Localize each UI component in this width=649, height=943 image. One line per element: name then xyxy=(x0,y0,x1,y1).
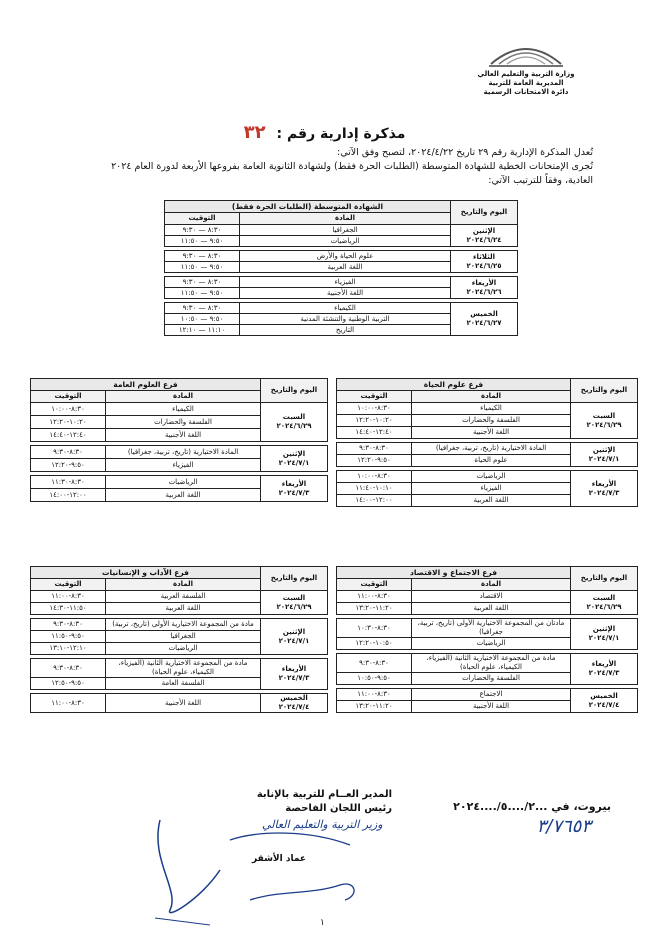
ministry-header xyxy=(461,70,591,97)
table-row xyxy=(31,591,328,603)
subject-cell: الفلسفة والحضارات xyxy=(106,416,261,429)
subject-cell: مادة من المجموعة الاختيارية الثانية (الفيزياء، الكيمياء، علوم الحياة) xyxy=(412,654,571,673)
time-header: التوقيت xyxy=(31,391,106,403)
exam-date: ٢٠٢٤/٦/٢٧ xyxy=(466,319,502,327)
day-name: الأربعاء xyxy=(591,479,617,488)
intro-line: تُعدل المذكرة الإدارية رقم ٢٩ تاريخ ٢٠٢٤/٤/٢٢، لتصبح وفق الآتي: xyxy=(337,147,593,158)
time-cell: ٩:٥٠-١١:٥٠ xyxy=(31,631,106,643)
day-cell xyxy=(261,403,328,442)
time-cell: ٨:٣٠-٩:٣٠ xyxy=(337,654,412,673)
time-cell: ٨:٣٠ — ٩:٣٠ xyxy=(165,225,240,236)
time-cell: ١٢:٤٠-١٤:٤٠ xyxy=(337,427,412,439)
day-name: السبت xyxy=(592,593,616,602)
day-name: الأربعاء xyxy=(281,479,307,488)
subject-cell: الجغرافيا xyxy=(240,225,451,236)
table-row xyxy=(31,619,328,631)
exam-date: ٢٠٢٤/٦/٢٩ xyxy=(276,422,312,430)
day-cell xyxy=(571,443,638,467)
subject-cell: الجغرافيا xyxy=(106,631,261,643)
exam-date: ٢٠٢٤/٧/١ xyxy=(278,458,310,467)
subject-cell: مادة من المجموعة الاختيارية الثانية (الفيزياء، الكيمياء، علوم الحياة) xyxy=(106,659,261,678)
time-cell: ٩:٥٠ — ١١:٥٠ xyxy=(165,288,240,299)
time-cell: ٨:٣٠-١١:٠٠ xyxy=(337,689,412,701)
table-row xyxy=(31,476,328,489)
day-name: الخميس xyxy=(280,694,308,702)
day-name: الإثنين xyxy=(592,445,616,454)
branch-caption: فرع الاجتماع و الاقتصاد xyxy=(337,567,571,579)
middle-certificate-table xyxy=(164,200,518,336)
day-name: الخميس xyxy=(590,691,618,700)
time-cell: ١٠:١٠-١١:٤٠ xyxy=(337,483,412,495)
subject-cell: علوم الحياة xyxy=(412,455,571,467)
day-cell xyxy=(571,689,638,713)
intro-line: تُجرى الإمتحانات الخطية للشهادة المتوسطة (الطلبات الحرة فقط) ولشهادة الثانوية العامة بفروعها الأربعة لدورة العام ٢٠٢٤ xyxy=(111,161,593,172)
time-cell: ٨:٣٠-١٠:٠٠ xyxy=(337,403,412,415)
exam-date: ٢٠٢٤/٧/١ xyxy=(588,634,620,642)
table-row xyxy=(31,659,328,678)
exam-date: ٢٠٢٤/٧/٣ xyxy=(278,488,310,497)
time-cell: ١٢:٤٠-١٤:٤٠ xyxy=(31,429,106,442)
day-cell xyxy=(261,446,328,472)
memo-number: ٣٢ xyxy=(243,122,266,143)
exam-date: ٢٠٢٤/٧/٤ xyxy=(278,703,310,711)
exam-date: ٢٠٢٤/٦/٢٩ xyxy=(586,602,622,611)
exam-date: ٢٠٢٤/٧/٣ xyxy=(588,669,620,677)
subject-cell: اللغة الأجنبية xyxy=(240,288,451,299)
time-cell: ١١:٥٠-١٤:٣٠ xyxy=(31,603,106,615)
exam-date: ٢٠٢٤/٧/١ xyxy=(588,454,620,463)
time-cell: ٩:٥٠ — ١٠:٥٠ xyxy=(165,314,240,325)
time-header: التوقيت xyxy=(337,579,412,591)
table-row xyxy=(337,591,638,603)
subject-cell: الرياضيات xyxy=(412,471,571,483)
subject-cell: المادة الاختيارية (تاريخ، تربية، جغرافيا) xyxy=(412,443,571,455)
time-cell: ٨:٣٠-١١:٠٠ xyxy=(31,591,106,603)
time-cell: ٩:٥٠ — ١١:٥٠ xyxy=(165,262,240,273)
day-cell xyxy=(451,251,518,273)
ministry-line: وزارة التربية والتعليم العالي xyxy=(477,70,575,78)
signatory-name: عماد الأشقر xyxy=(252,854,307,864)
page-number: ١ xyxy=(320,918,325,928)
day-name: الأربعاء xyxy=(591,660,617,668)
subject-cell: اللغة الأجنبية xyxy=(106,694,261,713)
time-header: التوقيت xyxy=(31,579,106,591)
time-header: التوقيت xyxy=(337,391,412,403)
general-sciences-table xyxy=(30,378,328,502)
day-name: الأربعاء xyxy=(471,278,497,287)
subject-header: المادة xyxy=(106,391,261,403)
subject-cell: الفيزياء xyxy=(106,459,261,472)
ministry-line: دائرة الامتحانات الرسمية xyxy=(483,88,569,96)
time-cell: ٨:٣٠ — ٩:٣٠ xyxy=(165,251,240,262)
subject-cell: الرياضيات xyxy=(240,236,451,247)
time-cell: ١٢:٠٠-١٤:٠٠ xyxy=(31,489,106,502)
time-cell: ٨:٣٠-٩:٣٠ xyxy=(31,659,106,678)
subject-cell: الفلسفة العامة xyxy=(106,678,261,690)
memo-intro xyxy=(53,146,593,188)
life-sciences-table xyxy=(336,378,638,507)
subject-cell: الرياضيات xyxy=(106,476,261,489)
time-cell: ٨:٣٠-١١:٣٠ xyxy=(31,476,106,489)
exam-date: ٢٠٢٤/٧/٣ xyxy=(278,674,310,682)
table-row xyxy=(337,443,638,455)
time-cell: ٨:٣٠-٩:٣٠ xyxy=(337,443,412,455)
sociology-economics-table xyxy=(336,566,638,713)
day-cell xyxy=(451,303,518,336)
day-name: السبت xyxy=(282,413,306,421)
subject-header: المادة xyxy=(240,213,451,225)
memo-title-text: مذكرة إدارية رقم : xyxy=(276,126,406,142)
minister-handwritten: وزير التربية والتعليم العالي xyxy=(262,818,383,831)
subject-cell: اللغة الأجنبية xyxy=(412,701,571,713)
subject-cell: الرياضيات xyxy=(412,638,571,650)
subject-cell: الاجتماع xyxy=(412,689,571,701)
table-row xyxy=(165,225,518,236)
subject-cell: اللغة العربية xyxy=(240,262,451,273)
memo-title xyxy=(0,122,649,143)
day-name: الإثنين xyxy=(282,627,306,636)
branch-caption: الشهادة المتوسطة (الطلبات الحرة فقط) xyxy=(165,201,451,213)
time-cell: ١١:٢٠-١٣:٢٠ xyxy=(337,701,412,713)
day-date-header: اليوم والتاريخ xyxy=(261,567,328,591)
table-row xyxy=(165,251,518,262)
table-row xyxy=(165,277,518,288)
day-name: السبت xyxy=(592,411,616,420)
day-date-header: اليوم والتاريخ xyxy=(571,379,638,403)
day-cell xyxy=(571,654,638,685)
day-name: الإثنين xyxy=(282,449,306,458)
day-cell xyxy=(571,619,638,650)
branch-caption: فرع الآداب و الإنسانيات xyxy=(31,567,261,579)
time-cell: ٩:٥٠-١٢:٢٠ xyxy=(337,455,412,467)
time-cell: ٨:٣٠-١٠:٣٠ xyxy=(337,619,412,638)
subject-header: المادة xyxy=(106,579,261,591)
time-cell: ٨:٣٠ — ٩:٣٠ xyxy=(165,277,240,288)
table-row xyxy=(337,471,638,483)
branch-caption: فرع علوم الحياة xyxy=(337,379,571,391)
signatory-subtitle: رئيس اللجان الفاحصة xyxy=(285,803,392,814)
exam-date: ٢٠٢٤/٦/٢٦ xyxy=(466,287,502,296)
subject-cell: الفلسفة العربية xyxy=(106,591,261,603)
time-cell: ٨:٣٠-١٠:٠٠ xyxy=(337,471,412,483)
table-row xyxy=(337,654,638,673)
time-cell: ٨:٣٠-١١:٠٠ xyxy=(337,591,412,603)
day-cell xyxy=(451,225,518,247)
time-cell: ٩:٥٠ — ١١:٥٠ xyxy=(165,236,240,247)
reference-number: ٣/٧٦٥٣ xyxy=(536,816,591,837)
time-cell: ٩:٥٠-١٢:٥٠ xyxy=(31,678,106,690)
place-date: بيروت، في ...٢/....٥/....٢٠٢٤ xyxy=(453,800,611,813)
ministry-line: المديرية العامة للتربية xyxy=(488,79,564,87)
subject-cell: اللغة العربية xyxy=(106,603,261,615)
subject-header: المادة xyxy=(412,579,571,591)
exam-date: ٢٠٢٤/٦/٢٩ xyxy=(586,420,622,429)
time-cell: ١٢:١٠-١٣:١٠ xyxy=(31,643,106,655)
exam-date: ٢٠٢٤/٦/٢٥ xyxy=(466,261,502,270)
exam-date: ٢٠٢٤/٧/٣ xyxy=(588,488,620,497)
intro-line: العادية، وفقاً للترتيب الآتي: xyxy=(488,175,593,186)
day-cell xyxy=(451,277,518,299)
table-row xyxy=(337,619,638,638)
day-name: الإثنين xyxy=(592,625,616,633)
exam-date: ٢٠٢٤/٦/٢٩ xyxy=(276,602,312,611)
subject-cell: الفيزياء xyxy=(412,483,571,495)
subject-cell: اللغة العربية xyxy=(106,489,261,502)
subject-cell: الاقتصاد xyxy=(412,591,571,603)
day-name: الثلاثاء xyxy=(472,252,496,261)
time-cell: ١٠:٢٠-١٢:٢٠ xyxy=(337,415,412,427)
time-cell: ٩:٥٠-١٢:٢٠ xyxy=(31,459,106,472)
literature-humanities-table xyxy=(30,566,328,713)
day-cell xyxy=(261,476,328,502)
time-cell: ٨:٣٠-٩:٣٠ xyxy=(31,446,106,459)
subject-cell: اللغة العربية xyxy=(412,603,571,615)
time-cell: ٨:٣٠-١٠:٠٠ xyxy=(31,403,106,416)
subject-cell: المادة الاختيارية (تاريخ، تربية، جغرافيا) xyxy=(106,446,261,459)
subject-cell: مادتان من المجموعة الاختيارية الأولى (تاريخ، تربية، جغرافيا) xyxy=(412,619,571,638)
day-date-header: اليوم والتاريخ xyxy=(571,567,638,591)
time-cell: ٨:٣٠-٩:٣٠ xyxy=(31,619,106,631)
table-row xyxy=(337,403,638,415)
subject-cell: الفلسفة والحضارات xyxy=(412,415,571,427)
time-cell: ١١:١٠ — ١٢:١٠ xyxy=(165,325,240,336)
time-cell: ٨:٣٠-١١:٠٠ xyxy=(31,694,106,713)
day-cell xyxy=(571,403,638,439)
exam-date: ٢٠٢٤/٧/٤ xyxy=(588,700,620,709)
time-cell: ١١:٢٠-١٣:٢٠ xyxy=(337,603,412,615)
day-name: الأربعاء xyxy=(281,665,307,673)
day-cell xyxy=(571,471,638,507)
subject-cell: اللغة الأجنبية xyxy=(412,427,571,439)
time-cell: ١٠:٥٠-١٢:٢٠ xyxy=(337,638,412,650)
time-cell: ٨:٣٠ — ٩:٣٠ xyxy=(165,303,240,314)
subject-cell: اللغة الأجنبية xyxy=(106,429,261,442)
subject-cell: التربية الوطنية والتنشئة المدنية xyxy=(240,314,451,325)
subject-cell: الرياضيات xyxy=(106,643,261,655)
day-cell xyxy=(261,591,328,615)
subject-header: المادة xyxy=(412,391,571,403)
day-name: الخميس xyxy=(470,310,498,318)
subject-cell: التاريخ xyxy=(240,325,451,336)
table-row xyxy=(31,694,328,713)
time-cell: ١٠:٢٠-١٢:٢٠ xyxy=(31,416,106,429)
time-cell: ٩:٥٠-١٠:٥٠ xyxy=(337,673,412,685)
table-row xyxy=(165,303,518,314)
day-date-header: اليوم والتاريخ xyxy=(451,201,518,225)
table-row xyxy=(337,689,638,701)
table-row xyxy=(31,446,328,459)
day-cell xyxy=(261,619,328,655)
table-row xyxy=(31,403,328,416)
signatory-title: المدير العــام للتربية بالإنابة xyxy=(256,789,392,800)
subject-cell: الكيمياء xyxy=(240,303,451,314)
ministry-logo xyxy=(481,30,571,70)
exam-date: ٢٠٢٤/٧/١ xyxy=(278,636,310,645)
branch-caption: فرع العلوم العامة xyxy=(31,379,261,391)
day-date-header: اليوم والتاريخ xyxy=(261,379,328,403)
day-cell xyxy=(261,659,328,690)
time-cell: ١٢:٠٠-١٤:٠٠ xyxy=(337,495,412,507)
subject-cell: الفلسفة والحضارات xyxy=(412,673,571,685)
subject-cell: اللغة العربية xyxy=(412,495,571,507)
exam-date: ٢٠٢٤/٦/٢٤ xyxy=(466,235,502,244)
day-cell xyxy=(261,694,328,713)
subject-cell: مادة من المجموعة الاختيارية الأولى (تاريخ، تربية) xyxy=(106,619,261,631)
day-name: السبت xyxy=(282,593,306,602)
subject-cell: علوم الحياة والأرض xyxy=(240,251,451,262)
subject-cell: الكيمياء xyxy=(106,403,261,416)
subject-cell: الكيمياء xyxy=(412,403,571,415)
day-cell xyxy=(571,591,638,615)
time-header: التوقيت xyxy=(165,213,240,225)
subject-cell: الفيزياء xyxy=(240,277,451,288)
day-name: الإثنين xyxy=(472,226,496,235)
